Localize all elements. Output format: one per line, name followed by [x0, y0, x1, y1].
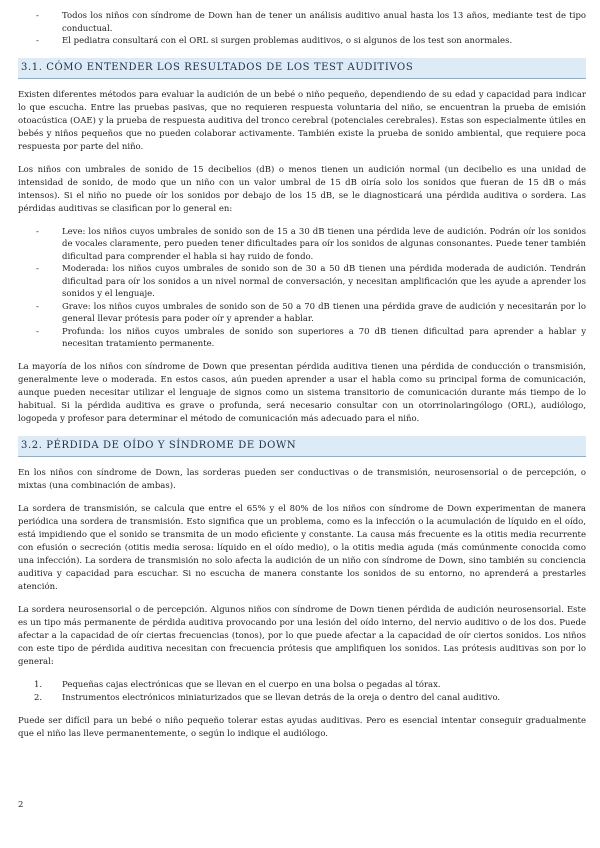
- paragraph: Los niños con umbrales de sonido de 15 decibelios (dB) o menos tienen un audición normal (un decibelio es una unidad de intensidad de sonido, de modo que un niño con un valor umbral de 15 dB oiría solo los sonidos que fueran de 15 dB o más intensos). Si el niño no puede oír los sonidos por debajo de los 15 dB, se le diagnosticará una pérdida auditiva o sordera. Las pérdidas auditivas se clasifican por lo general en:: [18, 164, 586, 214]
- paragraph: La sordera de transmisión, se calcula que entre el 65% y el 80% de los niños con síndrome de Down experimentan de manera periódica una sordera de transmisión. Esto significa que un problema, como es la infección o la acumulación de líquido en el oído, está impidiendo que el sonido se transmita de un modo eficiente y constante. La causa más frecuente es la otitis media recurrente con efusión o secreción (otitis media serosa: líquido en el oído medio), o la otitis media aguda (más comúnmente conocida como una infección). La sordera de transmisión no solo afecta la audición de un niño con síndrome de Down, sino también su conciencia auditiva y capacidad para escuchar. Si no escucha de manera constante los sonidos de su entorno, no aprenderá a prestarles atención.: [18, 503, 586, 592]
- list-item: - Profunda: los niños cuyos umbrales de sonido son superiores a 70 dB tienen dificultad para aprender a hablar y necesitan tratamiento permanente.: [18, 326, 586, 351]
- intro-bullet-list: [18, 10, 586, 48]
- section-heading-3-1: 3.1. CÓMO ENTENDER LOS RESULTADOS DE LOS TEST AUDITIVOS: [18, 58, 586, 79]
- list-item: - Todos los niños con síndrome de Down han de tener un análisis auditivo anual hasta los 13 años, mediante test de tipo conductual.: [18, 10, 586, 35]
- list-item: [18, 679, 586, 692]
- paragraph: La sordera neurosensorial o de percepción. Algunos niños con síndrome de Down tienen pérdida de audición neurosensorial. Este es un tipo más permanente de pérdida auditiva provocando por una lesión del oído interno, del nervio auditivo o de los dos. Puede afectar a la capacidad de oír ciertas frecuencias (tonos), por lo que puede afectar a la capacidad de oír ciertos sonidos. Los niños con este tipo de pérdida auditiva necesitan con frecuencia prótesis que amplifiquen los sonidos. Las prótesis auditivas son por lo general:: [18, 604, 586, 667]
- list-item-text: Instrumentos electrónicos miniaturizados que se llevan detrás de la oreja o dentro del canal auditivo.: [62, 692, 501, 703]
- hearing-loss-levels-list: [18, 226, 586, 351]
- paragraph: La mayoría de los niños con síndrome de Down que presentan pérdida auditiva tienen una pérdida de conducción o transmisión, generalmente leve o moderada. En estos casos, aún pueden aprender a usar el habla como su principal forma de comunicación, aunque pueden necesitar utilizar el lenguaje de signos como un sistema transitorio de comunicación durante más tiempo de lo habitual. Si la pérdida auditiva es grave o profunda, será necesario consultar con un otorrinolaringólogo (ORL), audiólogo, logopeda y profesor para determinar el método de comunicación más adecuado para el niño.: [18, 361, 586, 424]
- page-number: 2: [18, 800, 24, 810]
- section-heading-3-2: 3.2. PÉRDIDA DE OÍDO Y SÍNDROME DE DOWN: [18, 436, 586, 457]
- page-content: [18, 10, 586, 751]
- list-item: - Grave: los niños cuyos umbrales de sonido son de 50 a 70 dB tienen una pérdida grave de audición y necesitarán por lo general llevar prótesis para poder oír y aprender a hablar.: [18, 301, 586, 326]
- list-number: 1.: [34, 679, 43, 690]
- list-number: 2.: [34, 692, 43, 703]
- paragraph: En los niños con síndrome de Down, las sorderas pueden ser conductivas o de transmisión, neurosensorial o de percepción, o mixtas (una combinación de ambas).: [18, 467, 586, 491]
- list-item-text: Pequeñas cajas electrónicas que se llevan en el cuerpo en una bolsa o pegadas al tórax.: [62, 679, 441, 690]
- paragraph: Puede ser difícil para un bebé o niño pequeño tolerar estas ayudas auditivas. Pero es esencial intentar conseguir gradualmente que el niño las lleve permanentemente, o según lo indique el audiólogo.: [18, 715, 586, 739]
- list-item: - El pediatra consultará con el ORL si surgen problemas auditivos, o si algunos de los test son anormales.: [18, 35, 586, 48]
- list-item: [18, 692, 586, 705]
- list-item: - Leve: los niños cuyos umbrales de sonido son de 15 a 30 dB tienen una pérdida leve de audición. Podrán oír los sonidos de vocales claramente, pero pueden tener dificultades para oír los sonidos de algunas consonantes. Puede tener también dificultad para comprender el habla si hay ruido de fondo.: [18, 226, 586, 264]
- hearing-aids-list: [18, 679, 586, 705]
- list-item: - Moderada: los niños cuyos umbrales de sonido son de 30 a 50 dB tienen una pérdida moderada de audición. Tendrán dificultad para oír los sonidos a un nivel normal de conversación, y necesitan amplificación que les ayude a aprender los sonidos y el lenguaje.: [18, 263, 586, 301]
- paragraph: Existen diferentes métodos para evaluar la audición de un bebé o niño pequeño, dependiendo de su edad y capacidad para indicar lo que escucha. Entre las pruebas pasivas, que no requieren respuesta voluntaria del niño, se encuentran la prueba de emisión otoacústica (OAE) y la prueba de respuesta auditiva del tronco cerebral (potenciales cerebrales). Estas son especialmente útiles en bebés y niños pequeños que no pueden colaborar activamente. También existe la prueba de sonido ambiental, que requiere poca respuesta por parte del niño.: [18, 89, 586, 152]
